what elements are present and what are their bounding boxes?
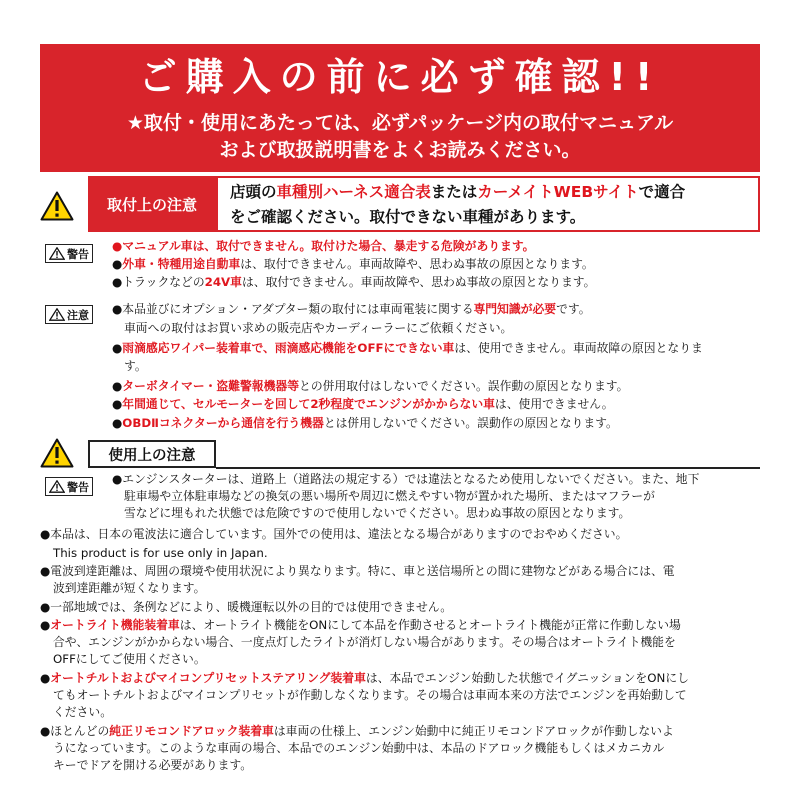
warning-triangle-icon <box>40 438 74 468</box>
usage-note-autolight <box>40 617 681 634</box>
caution-item-wiper-line-2: す。 <box>124 359 147 373</box>
bullet: ● <box>40 671 51 685</box>
usage-note-autolight-line-3: OFFにしてご使用ください。 <box>53 652 206 666</box>
caution-item-obd <box>112 415 618 432</box>
caution-item-expertise <box>112 301 591 318</box>
carmate-web-highlight: カーメイトWEBサイト <box>477 183 639 201</box>
warning-tag-label: 警告 <box>67 247 89 261</box>
warning-tag <box>45 244 93 263</box>
bullet: ● <box>112 379 123 393</box>
warning-tag-label: 警告 <box>67 480 89 494</box>
banner-title: ご購入の前に必ず確認!! <box>138 55 662 99</box>
highlight: 外車・特種用途自動車 <box>122 257 241 271</box>
usage-warning-line-1: ●エンジンスターターは、道路上（道路法の規定する）では違法となるため使用しないでください。また、地下 <box>112 472 700 486</box>
install-text: で適合 <box>638 183 686 201</box>
caution-item-turbo <box>112 378 628 395</box>
highlight: 年間通じて、セルモーターを回して2秒程度でエンジンがかからない車 <box>122 397 495 411</box>
warning-item-foreign <box>112 256 594 273</box>
banner-subtitle-line-1: ★取付・使用にあたっては、必ずパッケージ内の取付マニュアル <box>126 112 674 134</box>
text: とは併用しないでください。誤動作の原因となります。 <box>323 416 618 430</box>
highlight: ターボタイマー・盗難警報機器等 <box>122 379 300 393</box>
bullet: ● <box>112 257 123 271</box>
highlight: 24V車 <box>204 275 242 289</box>
warning-small-icon <box>49 247 65 260</box>
text: との併用取付はしないでください。誤作動の原因となります。 <box>299 379 629 393</box>
install-text: 店頭の <box>230 183 277 201</box>
banner-subtitle-line-2: および取扱説明書をよくお読みください。 <box>219 139 581 161</box>
highlight: OBDⅡコネクターから通信を行う機器 <box>122 416 324 430</box>
text: は車両の仕様上、エンジン始動中に純正リモコンドアロックが作動しないよ <box>273 724 674 738</box>
text: は、取付できません。車両故障や、思わぬ事故の原因となります。 <box>241 275 596 289</box>
highlight: 専門知識が必要 <box>473 302 557 316</box>
usage-note-autotilt-line-3: ください。 <box>53 705 112 719</box>
usage-warning-line-2: 駐車場や立体駐車場などの換気の悪い場所や周辺に燃えやすい物が置かれた場所、またはマフラーが <box>124 489 655 503</box>
text: は、本品でエンジン始動した状態でイグニッションをONにし <box>365 671 689 685</box>
caution-item-starter <box>112 396 614 413</box>
bullet: ● <box>112 341 123 355</box>
usage-note-autolight-line-2: 合や、エンジンがかからない場合、一度点灯したライトが消灯しない場合があります。その場合はオートライト機能を <box>53 635 676 649</box>
usage-note-japan-only: This product is for use only in Japan. <box>53 546 268 560</box>
usage-note-radio-law: ●本品は、日本の電波法に適合しています。国外での使用は、違法となる場合がありますのでおやめください。 <box>40 527 628 541</box>
usage-note-doorlock <box>40 723 674 740</box>
warning-triangle-icon <box>40 191 74 221</box>
usage-warning-tag <box>45 477 93 496</box>
text: は、使用できません。車両故障の原因となりま <box>454 341 703 355</box>
install-caution-line-1 <box>230 180 758 205</box>
install-text: または <box>430 183 478 201</box>
highlight: 純正リモコンドアロック装着車 <box>109 724 274 738</box>
usage-note-range-line-2: 波到達距離が短くなります。 <box>53 581 206 595</box>
usage-note-autotilt-line-2: てもオートチルトおよびマイコンプリセットが作動しなくなります。その場合は車両本来の方法でエンジンを再始動して <box>53 688 687 702</box>
text: は、オートライト機能をONにして本品を作動させるとオートライト機能が正常に作動しない場 <box>179 618 681 632</box>
text: は、使用できません。 <box>494 397 614 411</box>
install-caution-box <box>216 176 760 232</box>
usage-note-doorlock-line-3: キーでドアを開ける必要があります。 <box>53 758 253 772</box>
bullet: ● <box>40 618 51 632</box>
highlight: オートチルトおよびマイコンプリセットステアリング装着車 <box>50 671 366 685</box>
usage-note-doorlock-line-2: うになっています。このような車両の場合、本品でのエンジン始動中は、本品のドアロック機能もしくはメカニカル <box>53 741 665 755</box>
caution-small-icon <box>49 308 65 321</box>
highlight: オートライト機能装着車 <box>50 618 180 632</box>
warning-item-manual: ●マニュアル車は、取付できません。取付けた場合、暴走する危険があります。 <box>112 239 535 253</box>
harness-chart-highlight: 車種別ハーネス適合表 <box>276 183 431 201</box>
install-caution-label: 取付上の注意 <box>88 176 216 232</box>
text: ●トラックなどの <box>112 275 205 289</box>
caution-tag <box>45 305 93 324</box>
caution-item-expertise-line-2: 車両への取付はお買い求めの販売店やカーディーラーにご依頼ください。 <box>124 321 513 335</box>
text: ●ほとんどの <box>40 724 110 738</box>
usage-note-regional: ●一部地域では、条例などにより、暖機運転以外の目的では使用できません。 <box>40 600 453 614</box>
bullet: ● <box>112 416 123 430</box>
usage-caution-rule <box>216 467 760 469</box>
text: です。 <box>556 302 591 316</box>
header-banner <box>40 44 760 172</box>
caution-tag-label: 注意 <box>67 308 89 322</box>
text: ●本品並びにオプション・アダプター類の取付には車両電装に関する <box>112 302 474 316</box>
warning-item-24v <box>112 274 595 291</box>
usage-warning-line-3: 雪などに埋もれた状態では危険ですので使用しないでください。思わぬ事故の原因となります。 <box>124 506 631 520</box>
highlight: 雨滴感応ワイパー装着車で、雨滴感応機能をOFFにできない車 <box>122 341 455 355</box>
caution-item-wiper <box>112 340 703 357</box>
install-caution-line-2: をご確認ください。取付できない車種があります。 <box>230 208 586 226</box>
warning-small-icon <box>49 480 65 493</box>
usage-note-autotilt <box>40 670 689 687</box>
text: は、取付できません。車両故障や、思わぬ事故の原因となります。 <box>240 257 594 271</box>
bullet: ● <box>112 397 123 411</box>
usage-caution-label: 使用上の注意 <box>88 440 216 468</box>
usage-note-range-line-1: ●電波到達距離は、周囲の環境や使用状況により異なります。特に、車と送信場所との間に建物などがある場合には、電 <box>40 564 675 578</box>
